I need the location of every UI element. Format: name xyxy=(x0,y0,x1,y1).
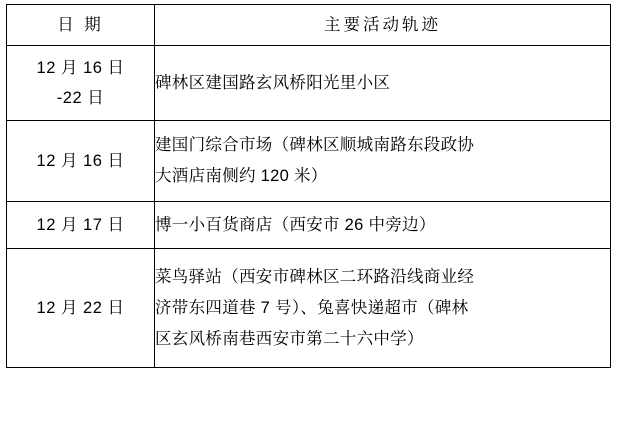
track-line: 建国门综合市场（碑林区顺城南路东段政协 xyxy=(155,136,475,154)
date-line: 12 月 22 日 xyxy=(36,299,125,317)
table-row xyxy=(7,202,611,249)
table-header-row xyxy=(7,5,611,46)
track-line: 济带东四道巷 7 号）、兔喜快递超市（碑林 xyxy=(155,298,469,317)
cell-track xyxy=(155,249,611,368)
track-line: 碑林区建国路玄风桥阳光里小区 xyxy=(155,73,391,92)
cell-track xyxy=(155,46,611,121)
track-line: 菜鸟驿站（西安市碑林区二环路沿线商业经 xyxy=(155,267,475,286)
cell-track xyxy=(155,202,611,249)
date-line: 12 月 16 日 xyxy=(36,152,125,170)
activity-track-table xyxy=(6,4,611,368)
date-line: 12 月 16 日 xyxy=(36,59,125,77)
table-row xyxy=(7,46,611,121)
cell-track xyxy=(155,121,611,202)
table-row xyxy=(7,249,611,368)
date-line: -22 日 xyxy=(56,89,105,107)
cell-date xyxy=(7,121,155,202)
column-header-track: 主要活动轨迹 xyxy=(155,5,611,46)
track-line: 博一小百货商店（西安市 26 中旁边） xyxy=(155,215,436,234)
cell-date xyxy=(7,46,155,121)
column-header-date: 日 期 xyxy=(7,5,155,46)
date-line: 12 月 17 日 xyxy=(36,216,125,234)
track-line: 区玄风桥南巷西安市第二十六中学） xyxy=(155,329,424,348)
cell-date xyxy=(7,202,155,249)
track-line: 大酒店南侧约 120 米） xyxy=(155,167,328,185)
table-row xyxy=(7,121,611,202)
cell-date xyxy=(7,249,155,368)
